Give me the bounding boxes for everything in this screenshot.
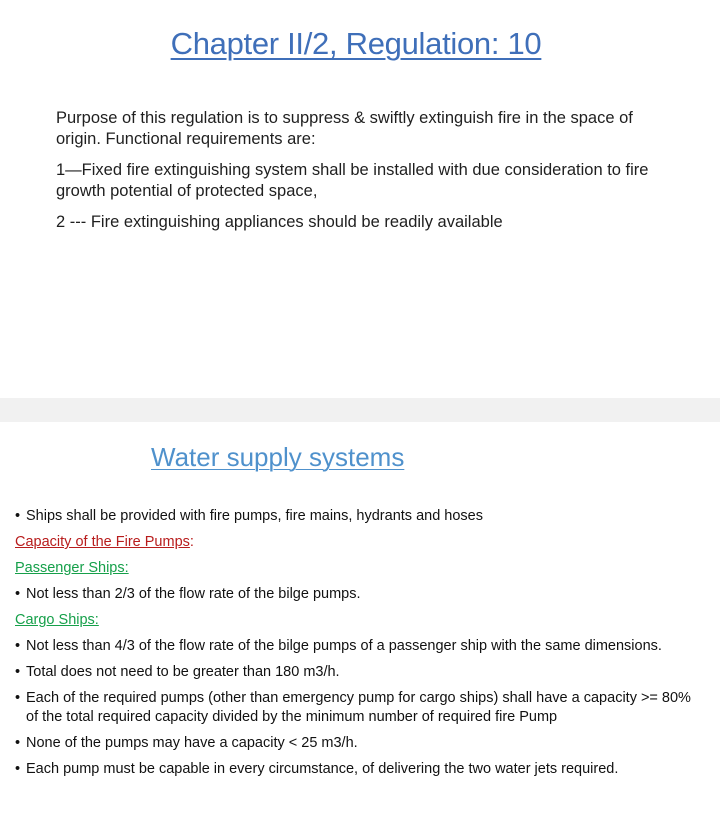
bullet-icon: • [15, 586, 21, 602]
slide-water-supply [0, 422, 720, 834]
list-item: • Not less than 4/3 of the flow rate of the bilge pumps of a passenger ship with the same dimensions. [15, 638, 662, 654]
cargo-ships-heading: Cargo Ships: [15, 612, 99, 628]
requirement-2: 2 --- Fire extinguishing appliances should be readily available [56, 213, 503, 231]
list-item: • Not less than 2/3 of the flow rate of the bilge pumps. [15, 586, 361, 602]
slide-title-water-supply: Water supply systems [151, 442, 405, 472]
passenger-ships-heading: Passenger Ships: [15, 560, 129, 576]
bullet-icon: • [15, 664, 21, 680]
requirement-1: 1—Fixed fire extinguishing system shall be installed with due consideration to fire growth potential of protected space, [56, 161, 649, 200]
list-item: • None of the pumps may have a capacity < 25 m3/h. [15, 735, 358, 751]
list-item: • Ships shall be provided with fire pumps, fire mains, hydrants and hoses [15, 508, 483, 524]
slide-regulation-10 [0, 0, 720, 398]
list-item: • Total does not need to be greater than 180 m3/h. [15, 664, 340, 680]
bullet-icon: • [15, 508, 21, 524]
purpose-paragraph: Purpose of this regulation is to suppress & swiftly extinguish fire in the space of origin. Functional requirements are: [56, 109, 633, 148]
bullet-icon: • [15, 735, 21, 751]
regulation-body [56, 108, 676, 243]
bullet-icon: • [15, 761, 21, 777]
capacity-heading: Capacity of the Fire Pumps: [15, 534, 194, 550]
slide-separator [0, 398, 720, 422]
list-item: • Each pump must be capable in every circumstance, of delivering the two water jets required. [15, 761, 619, 777]
slide-title-regulation: Chapter II/2, Regulation: 10 [170, 26, 542, 61]
list-item: • Each of the required pumps (other than emergency pump for cargo ships) shall have a capacity >= 80% of the total required capacity divided by the minimum number of required fire Pump [15, 690, 691, 725]
water-supply-list [15, 507, 705, 786]
bullet-icon: • [15, 690, 21, 706]
bullet-icon: • [15, 638, 21, 654]
